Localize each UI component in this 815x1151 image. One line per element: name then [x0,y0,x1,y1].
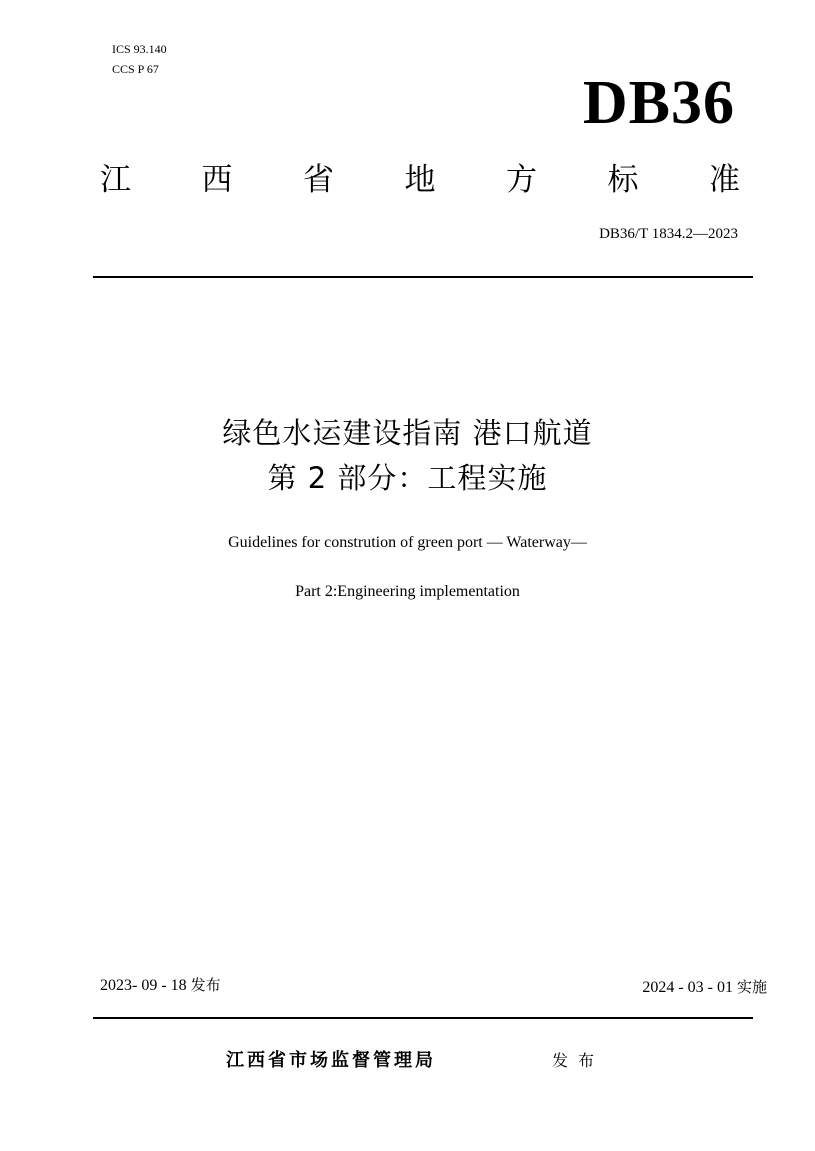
standard-type-char: 准 [709,162,740,198]
standard-type-char: 地 [404,162,436,198]
title-line-1: 绿色水运建设指南 港口航道 [222,416,593,450]
english-title-line-2: Part 2:Engineering implementation [295,583,520,600]
ics-code: ICS 93.140 [112,42,167,56]
standard-type-heading [100,160,740,200]
standard-type-char: 西 [201,162,233,198]
issue-date-label: 发布 [190,976,221,994]
english-title-line-1: Guidelines for constrution of green port — Waterway— [228,534,587,551]
standard-logo: DB36 [582,69,735,137]
issuing-authority: 江西省市场监督管理局 [226,1050,436,1071]
top-divider [93,276,753,278]
implementation-date [642,977,767,998]
bottom-divider [93,1017,753,1019]
implementation-date-value: 2024 - 03 - 01 [642,979,733,996]
issue-date-value: 2023- 09 - 18 [100,977,187,994]
standard-type-char: 江 [100,162,131,198]
standard-type-char: 方 [506,162,537,198]
standard-type-char: 标 [607,162,639,198]
standard-number: DB36/T 1834.2—2023 [599,226,738,242]
issue-date [100,975,221,996]
standard-type-char: 省 [303,162,334,198]
implementation-date-label: 实施 [736,978,767,996]
ccs-code: CCS P 67 [112,62,159,76]
issuing-action: 发布 [552,1051,605,1070]
title-line-2: 第 2 部分：工程实施 [267,461,548,495]
